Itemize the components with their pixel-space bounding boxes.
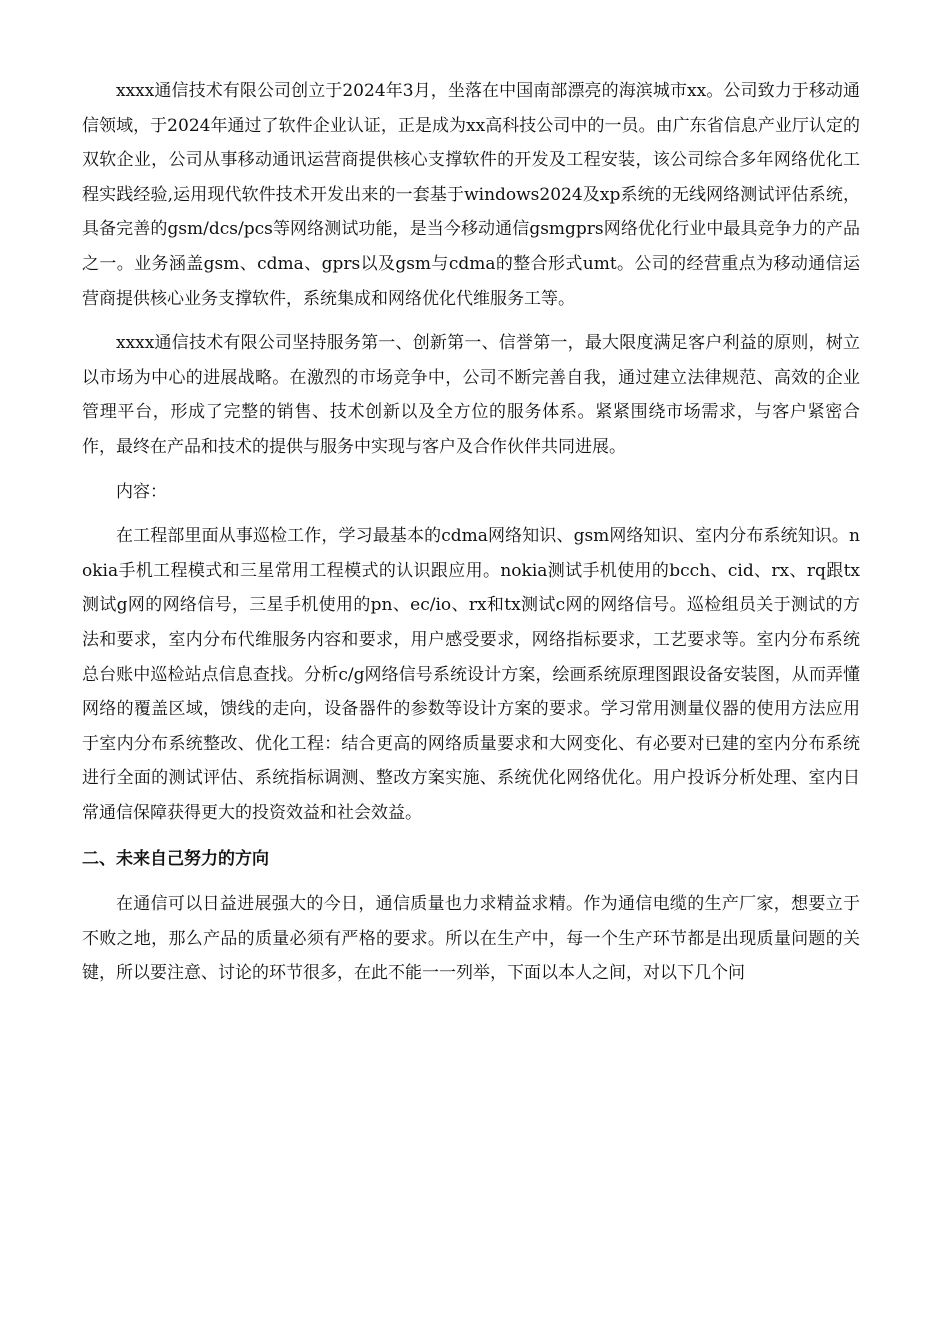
paragraph-content-label: 内容： — [116, 481, 167, 502]
section-heading: 二、未来自己努力的方向 — [82, 849, 269, 870]
paragraph-company-intro: xxxx通信技术有限公司创立于2024年3月，坐落在中国南部漂亮的海滨城市xx。公司致力于移动通信领域，于2024年通过了软件企业认证，正是成为xx高科技公司中的一员。由广东省信息产业厅认定的双软企业，公司从事移动通讯运营商提供核心支撑软件的开发及工程安装，该公司综合多年网络优化工程实践经验,运用现代软件技术开发出来的一套基于windows2024及xp系统的无线网络测试评估系统，具备完善的gsm/dcs/pcs等网络测试功能，是当今移动通信gsmgprs网络优化行业中最具竞争力的产品之一。业务涵盖gsm、cdma、gprs以及gsm与cdma的整合形式umt。公司的经营重点为移动通信运营商提供核心业务支撑软件，系统集成和网络优化代维服务工等。 — [82, 81, 860, 309]
paragraph-future-direction: 在通信可以日益进展强大的今日，通信质量也力求精益求精。作为通信电缆的生产厂家，想要立于不败之地，那么产品的质量必须有严格的要求。所以在生产中，每一个生产环节都是出现质量问题的关键，所以要注意、讨论的环节很多，在此不能一一列举，下面以本人之间，对以下几个问 — [82, 894, 860, 984]
paragraph-company-principles: xxxx通信技术有限公司坚持服务第一、创新第一、信誉第一，最大限度满足客户利益的原则，树立以市场为中心的进展战略。在激烈的市场竞争中，公司不断完善自我，通过建立法律规范、高效的企业管理平台，形成了完整的销售、技术创新以及全方位的服务体系。紧紧围绕市场需求，与客户紧密合作，最终在产品和技术的提供与服务中实现与客户及合作伙伴共同进展。 — [82, 333, 860, 457]
document-body — [82, 74, 860, 1001]
paragraph-work-content: 在工程部里面从事巡检工作，学习最基本的cdma网络知识、gsm网络知识、室内分布系统知识。nokia手机工程模式和三星常用工程模式的认识跟应用。nokia测试手机使用的bcch、cid、rx、rq跟tx测试g网的网络信号，三星手机使用的pn、ec/io、rx和tx测试c网的网络信号。巡检组员关于测试的方法和要求，室内分布代维服务内容和要求，用户感受要求，网络指标要求，工艺要求等。室内分布系统总台账中巡检站点信息查找。分析c/g网络信号系统设计方案，绘画系统原理图跟设备安装图，从而弄懂网络的覆盖区域，馈线的走向，设备器件的参数等设计方案的要求。学习常用测量仪器的使用方法应用于室内分布系统整改、优化工程：结合更高的网络质量要求和大网变化、有必要对已建的室内分布系统进行全面的测试评估、系统指标调测、整改方案实施、系统优化网络优化。用户投诉分析处理、室内日常通信保障获得更大的投资效益和社会效益。 — [82, 526, 860, 823]
